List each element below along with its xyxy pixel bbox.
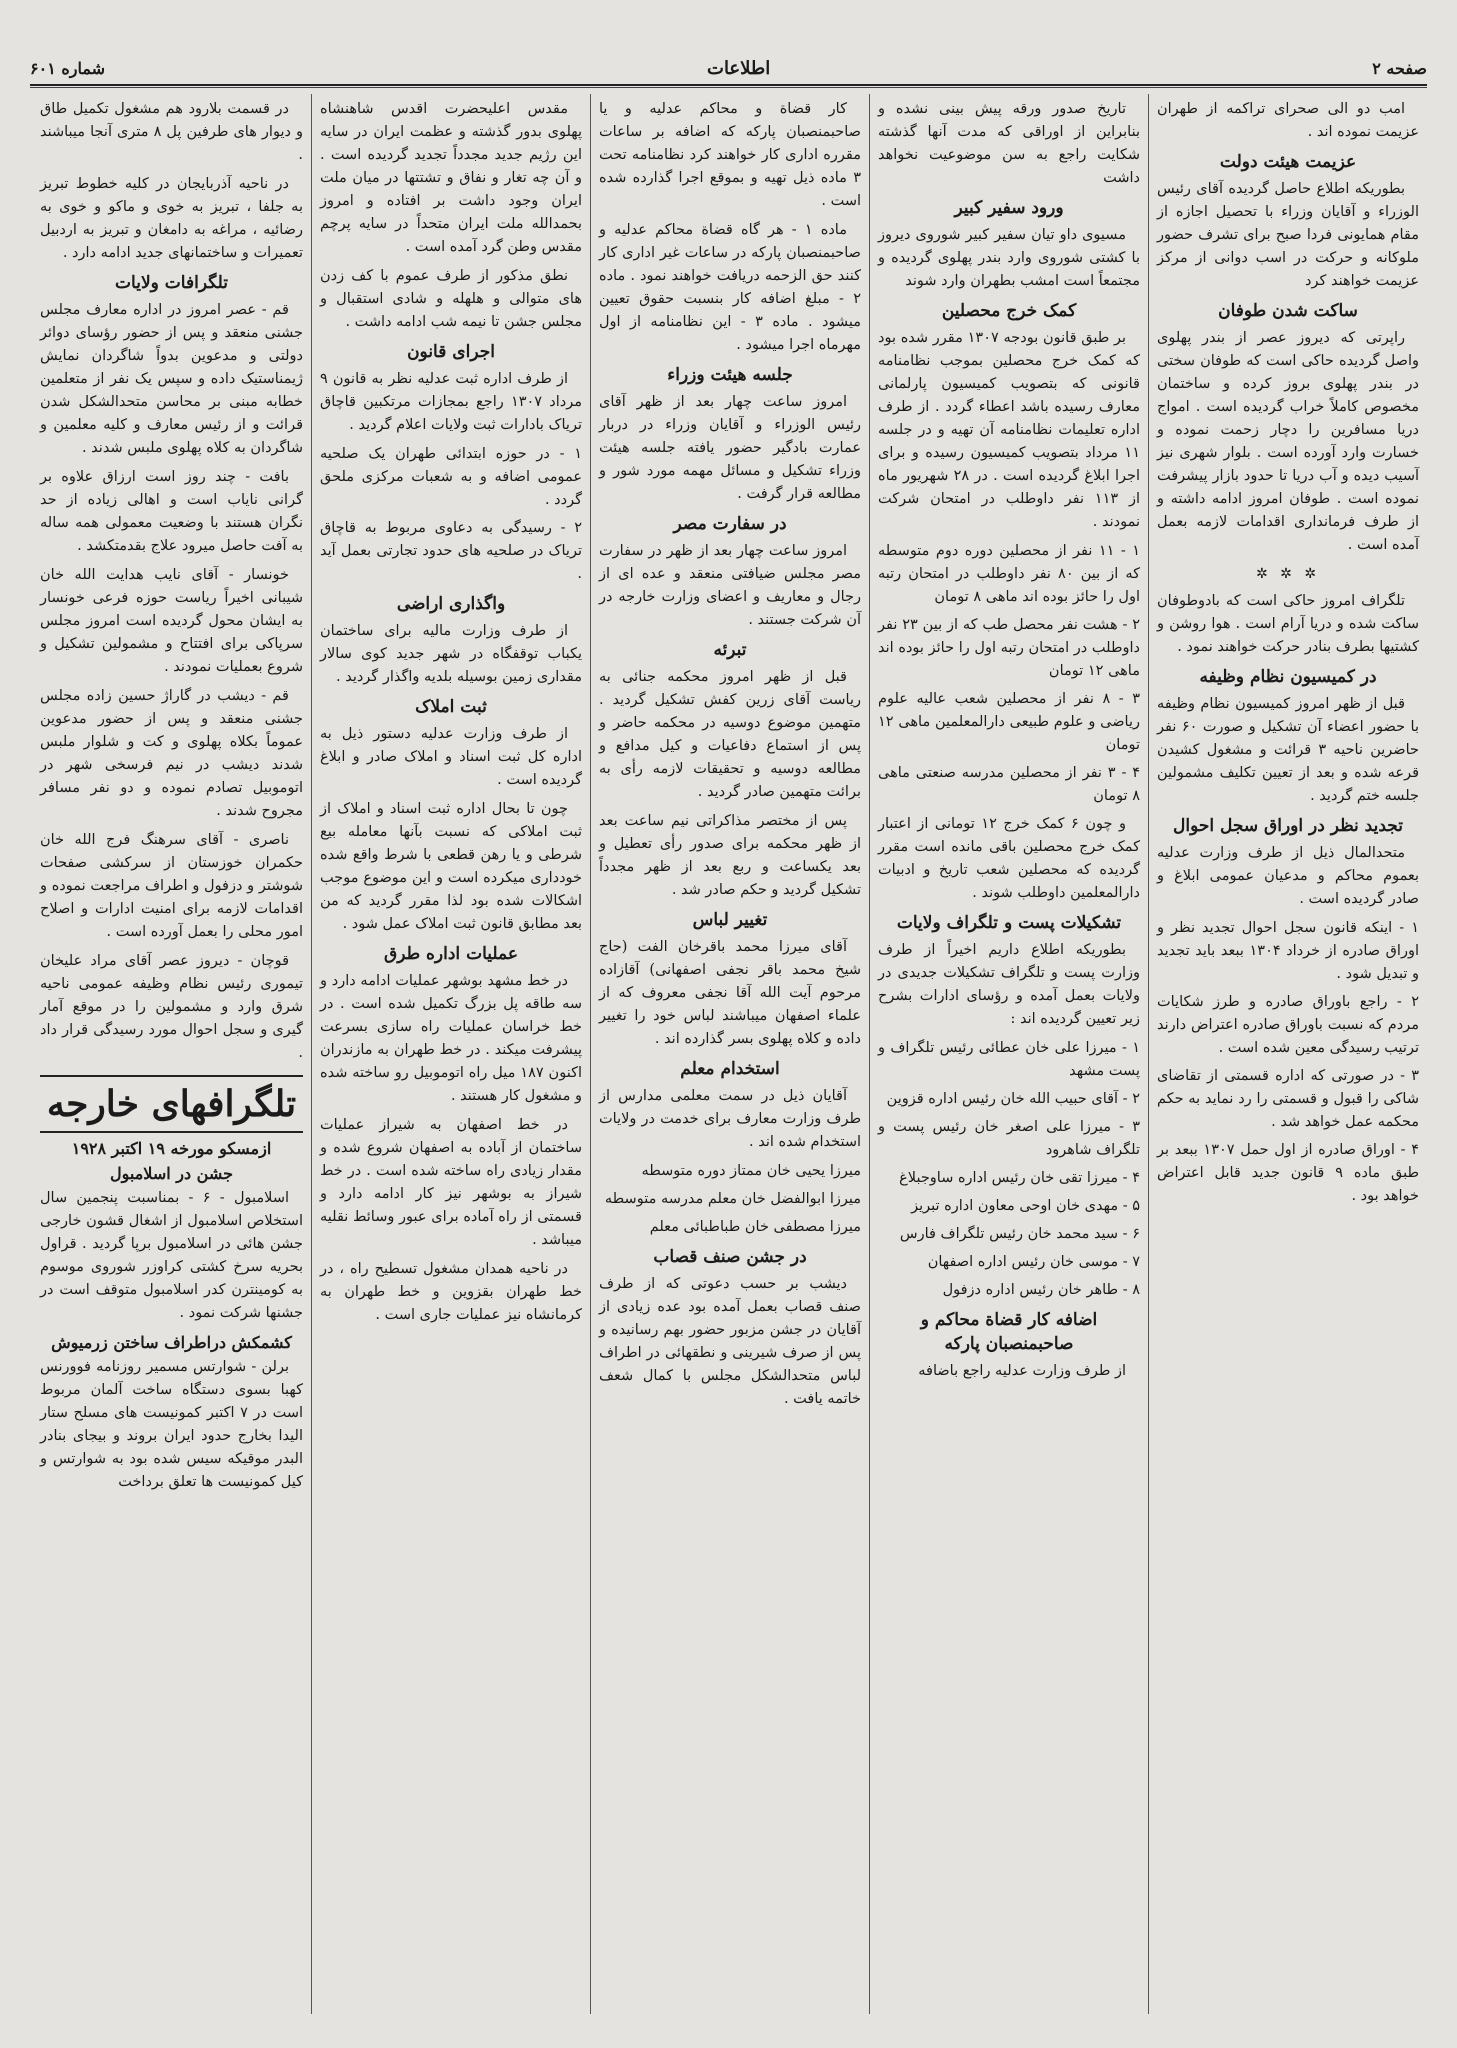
list-item: ۲ - هشت نفر محصل طب که از بین ۲۳ نفر داوطلب در امتحان رتبه اول را حائز بوده اند ماهی ۱۲ تومان	[878, 617, 1140, 679]
headline: اضافه کار قضاة محاکم و صاحبمنصبان پارکه	[920, 1310, 1098, 1354]
headline: در جشن صنف قصاب	[653, 1247, 807, 1267]
article-text: امروز ساعت چهار بعد از ظهر در سفارت مصر مجلس ضیافتی منعقد و عده ای از رجال و معاریف و اعضای وزارت خارجه در آن شرکت جستند .	[599, 543, 861, 628]
headline: کمک خرج محصلین	[941, 301, 1077, 321]
headline: واگذاری اراضی	[396, 594, 506, 614]
article-text: قوچان - دیروز عصر آقای مراد علیخان تیموری رئیس نظام وظیفه عمومی ناحیه شرق وارد و مشمولین را در موقع آمار گیری و سجل احوال مورد رسیدگی قرار داد .	[40, 953, 303, 1061]
headline: در کمیسیون نظام وظیفه	[1199, 667, 1377, 687]
page-number: صفحه ۲	[1372, 58, 1427, 78]
page-columns	[30, 94, 1427, 2014]
article-text: چون تا بحال اداره ثبت اسناد و املاک از ثبت املاکی که نسبت بآنها معامله بیع شرطی و یا رهن قطعی با شرط واقع شده خودداری میکرده است و این موضوع موجب اشکالات شده بود لذا مقرر گردید که من بعد مطابق قانون ثبت املاک عمل شود .	[320, 801, 582, 932]
article-text: نطق مذکور از طرف عموم با کف زدن های متوالی و هلهله و شادی استقبال و مجلس جشن تا نیمه شب ادامه داشت .	[320, 268, 582, 330]
headline: تلگرافات ولایات	[115, 273, 228, 293]
headline: ورود سفیر کبیر	[954, 198, 1064, 218]
column-2	[869, 94, 1148, 2014]
article-text: از طرف وزارت مالیه برای ساختمان یکباب توقفگاه در شهر جدید کوی سالار مقداری زمین بوسیله بلدیه واگذار گردید .	[320, 623, 582, 685]
article-text: امب دو الی صحرای تراکمه از طهران عزیمت نموده اند .	[1157, 101, 1419, 140]
list-item: ۴ - ۳ نفر از محصلین مدرسه صنعتی ماهی ۸ تومان	[878, 765, 1140, 804]
list-item: ۲ - راجع باوراق صادره و طرز شکایات مردم که نسبت باوراق صادره اعتراض دارند ترتیب رسیدگی معین شده است .	[1157, 994, 1419, 1056]
headline: ساکت شدن طوفان	[1218, 301, 1358, 321]
list-item: ۳ - در صورتی که اداره قسمتی از تقاضای شاکی را قبول و قسمتی را رد نماید به حکم محکمه عمل خواهد شد .	[1157, 1068, 1419, 1130]
headline: استخدام معلم	[680, 1059, 780, 1079]
article-text: در خط اصفهان به شیراز عملیات ساختمان از آباده به اصفهان شروع شده و مقدار زیادی راه ساخته شده است . در خط شیراز به بوشهر نیز کار ادامه دارد و قسمتی از راه آماده برای عبور وسائط نقلیه میباشد .	[320, 1117, 582, 1248]
article-text: امروز ساعت چهار بعد از ظهر آقای رئیس الوزراء و آقایان وزراء در دربار عمارت بادگیر حضور یافته جلسه هیئت وزراء تشکیل و مسائل مهمه مورد شور و مطالعه قرار گرفت .	[599, 394, 861, 502]
masthead-rule-thin	[30, 87, 1427, 88]
list-item: میرزا یحیی خان ممتاز دوره متوسطه	[641, 1163, 861, 1179]
headline: تغییر لباس	[692, 910, 768, 930]
column-1	[1148, 94, 1427, 2014]
article-text: از طرف وزارت عدلیه دستور ذیل به اداره کل ثبت اسناد و املاک صادر و ابلاغ گردیده است .	[320, 726, 582, 788]
list-item: ۳ - ۸ نفر از محصلین شعب عالیه علوم ریاضی و علوم طبیعی دارالمعلمین ماهی ۱۲ تومان	[878, 691, 1140, 753]
article-text: آقایان ذیل در سمت معلمی مدارس از طرف وزارت معارف برای خدمت در ولایات استخدام شده اند .	[599, 1088, 861, 1150]
headline: در سفارت مصر	[673, 514, 787, 534]
headline: عملیات اداره طرق	[384, 944, 518, 964]
section-divider: ✲ ✲ ✲	[1255, 566, 1321, 582]
list-item: ۷ - موسی خان رئیس اداره اصفهان	[927, 1254, 1140, 1270]
list-item: ۱ - اینکه قانون سجل احوال تجدید نظر و اوراق صادره از خرداد ۱۳۰۴ ببعد باید تجدید و تبدیل شود .	[1157, 920, 1419, 982]
list-item: ۱ - در حوزه ابتدائی طهران یک صلحیه عمومی اضافه و به شعبات مرکزی ملحق گردد .	[320, 446, 582, 508]
article-text: در ناحیه همدان مشغول تسطیح راه ، در خط طهران بقزوین و خط طهران به کرمانشاه نیز عملیات جاری است .	[320, 1261, 582, 1323]
headline: ثبت املاک	[415, 697, 487, 717]
article-text: ماده ۱ - هر گاه قضاة محاکم عدلیه و صاحبمنصبان پارکه در ساعات غیر اداری کار کنند حق الزحمه دریافت خواهند نمود . ماده ۲ - مبلغ اضافه کار بنسبت حقوق تعیین میشود . ماده ۳ - این نظامنامه از اول مهرماه اجرا میشود .	[599, 222, 862, 353]
article-text: و چون ۶ کمک خرج ۱۲ تومانی از اعتبار کمک خرج محصلین باقی مانده است مقرر گردیده که محصلین شعب تاریخ و ادبیات دارالمعلمین داوطلب شوند .	[878, 816, 1140, 901]
list-item: میرزا مصطفی خان طباطبائی معلم	[649, 1219, 861, 1235]
article-text: برلن - شوارتس مسمیر روزنامه فوورنس کهبا بسوی دستگاه ساخت آلمان مربوط است در ۷ اکتبر کمونیست های مسلح ستار الیدا بخارج حدود ایران بروند و بیجای بنادر البدر موقیکه سیس شده بود به شوارتس و کیل کمونیست ها تعلق برداخت	[40, 1359, 304, 1490]
article-text: از طرف وزارت عدلیه راجع باضافه	[918, 1363, 1126, 1379]
newspaper-name: اطلاعات	[707, 57, 771, 79]
article-text: در ناحیه آذربایجان در کلیه خطوط تبریز به جلفا ، تبریز به خوی و ماکو و خوی به رضائیه ، مراغه به دامغان و تبریز به اردبیل تعمیرات و ساختمانهای جدید ادامه دارد .	[40, 176, 303, 261]
article-text: در خط مشهد بوشهر عملیات ادامه دارد و سه طاقه پل بزرگ تکمیل شده است . در خط خراسان عملیات راه سازی بسرعت پیشرفت میکند . در خط طهران به مازندران اکنون ۱۸۷ میل راه اتوموبیل رو ساخته شده و مشغول کار هستند .	[320, 973, 582, 1104]
article-text: بطوریکه اطلاع حاصل گردیده آقای رئیس الوزراء و آقایان وزراء با تحصیل اجازه از مقام همایونی فردا صبح برای تشرف حضور ملوکانه و حرکت در اسب دوانی از مرکز عزیمت خواهند کرد	[1157, 181, 1419, 289]
column-4	[311, 94, 590, 2014]
list-item: ۵ - مهدی خان اوحی معاون اداره تبریز	[911, 1198, 1140, 1214]
masthead	[30, 54, 1427, 82]
article-text: قم - عصر امروز در اداره معارف مجلس جشنی منعقد و پس از حضور رؤسای دوائر دولتی و مدعوین بدواً شاگردان نمایش ژیمناستیک داده و سپس یک نفر از متعلمین خطابه مبنی بر محاسن متحدالشکل شدن قرائت و از رئیس معارف و کلیه معلمین و شاگردان به کلاه پهلوی ملبس شدند .	[40, 302, 303, 456]
headline: جلسه هیئت وزراء	[667, 365, 793, 385]
article-text: در قسمت بلارود هم مشغول تکمیل طاق و دیوار های طرفین پل ۸ متری آنجا میباشند .	[40, 101, 303, 163]
headline: جشن در اسلامبول	[109, 1164, 234, 1183]
article-text: قم - دیشب در گاراژ حسین زاده مجلس جشنی منعقد و پس از حضور مدعوین عموماً بکلاه پهلوی و کت و شلوار ملبس شدند دیشب در نیم فرسخی شهر در اتوموبیل تصادم نموده و دو نفر مسافر مجروح شدند .	[40, 688, 303, 819]
article-text: مقدس اعلیحضرت اقدس شاهنشاه پهلوی بدور گذشته و عظمت ایران در سایه این رژیم جدید مجدداً تجدید گردیده است . و آن چه تغار و نفاق و تشتتها در میان ملت ایران وجود داشت بر افتاده و امروز بحمدالله ملت ایران متحداً در سایه پرچم مقدس وطن گرد آمده است .	[320, 101, 582, 255]
list-item: ۸ - طاهر خان رئیس اداره دزفول	[942, 1282, 1140, 1298]
dateline: ازمسکو مورخه ۱۹ اکتبر ۱۹۲۸	[71, 1139, 272, 1158]
article-text: متحدالمال ذیل از طرف وزارت عدلیه بعموم محاکم و مدعیان عمومی ابلاغ و صادر گردیده است .	[1157, 845, 1419, 907]
column-3	[590, 94, 869, 2014]
article-text: تلگراف امروز حاکی است که بادوطوفان ساکت شده و دریا آرام است . هوا روشن و کشتیها بطرف بنادر حرکت خواهند نمود .	[1157, 593, 1419, 655]
headline: تجدید نظر در اوراق سجل احوال	[1173, 816, 1403, 836]
article-text: بطوریکه اطلاع داریم اخیراً از طرف وزارت پست و تلگراف تشکیلات جدیدی در ولایات بعمل آمده و رؤسای ادارات بشرح زیر تعیین گردیده اند :	[878, 942, 1140, 1027]
list-item: ۳ - میرزا علی اصغر خان رئیس پست و تلگراف شاهرود	[878, 1119, 1140, 1158]
article-text: کار قضاة و محاکم عدلیه و یا صاحبمنصبان پارکه که اضافه بر ساعات مقرره اداری کار خواهند کرد نظامنامه تحت ۳ ماده ذیل تهیه و بموقع اجرا گذارده شده است .	[599, 101, 861, 209]
article-text: اسلامبول - ۶ - بمناسبت پنجمین سال استخلاص اسلامبول از اشغال قشون خارجی جشن هائی در اسلامبول برپا گردید . قراول بحریه سرخ کشتی کراوزر شوروی موسوم به کومینترن کدر اسلامبول متوقف است در جشنها شرکت نمود .	[40, 1190, 303, 1321]
article-text: راپرتی که دیروز عصر از بندر پهلوی واصل گردیده حاکی است که طوفان سختی در بندر پهلوی بروز کرده و ساختمان مخصوص کاملاً خراب گردیده است . امواج دریا مسافرین را دچار زحمت نموده و خسارت وارد آورده است . بلوار شهری نیز آسیب دیده و آب دریا تا حدود بازار پیشرفت نموده است . طوفان امروز ادامه داشته و از طرف فرمانداری اقدامات لازمه بعمل آمده است .	[1157, 330, 1419, 553]
article-text: بافت - چند روز است ارزاق علاوه بر گرانی نایاب است و اهالی زیاده از حد نگران هستند با وضعیت معمولی همه ساله به آفت حاصل میرود علاج بقدمتکشد .	[40, 469, 303, 554]
article-text: ناصری - آقای سرهنگ فرج الله خان حکمران خوزستان از سرکشی صفحات شوشتر و دزفول و اطراف مراجعت نموده و اقدامات لازمه برای امنیت ادارات و اصلاح امور محلی را بعمل آورده است .	[40, 832, 303, 940]
article-text: قبل از ظهر امروز محکمه جنائی به ریاست آقای زرین کفش تشکیل گردید . متهمین موضوع دوسیه در محکمه حاضر و پس از استماع دفاعیات و کیل مدافع و مطالعه دوسیه و تحقیقات لازمه رأی به برائت متهمین صادر گردید .	[599, 669, 861, 800]
headline: تشکیلات پست و تلگراف ولایات	[896, 913, 1122, 933]
headline: اجرای قانون	[407, 342, 495, 362]
article-text: پس از مختصر مذاکراتی نیم ساعت بعد از ظهر محکمه برای صدور رأی تعطیل و بعد یکساعت و ربع بعد از ظهر مجدداً تشکیل گردید و حکم صادر شد .	[599, 813, 861, 898]
article-text: آقای میرزا محمد باقرخان الفت (حاج شیخ محمد باقر نجفی اصفهانی) آقازاده مرحوم آیت الله آقا نجفی معروف که از علماء اصفهان میباشند لباس خود را تغییر داده و کلاه پهلوی بسر گذارده اند .	[599, 939, 861, 1047]
foreign-telegrams-banner: تلگرافهای خارجه	[40, 1075, 303, 1133]
article-text: قبل از ظهر امروز کمیسیون نظام وظیفه با حضور اعضاء آن تشکیل و صورت ۶۰ نفر حاضرین ناحیه ۳ قرائت و مشغول کشیدن قرعه شده و بعد از تعیین تکلیف مشمولین جلسه ختم گردید .	[1157, 696, 1419, 804]
column-5	[32, 94, 311, 2014]
list-item: ۴ - اوراق صادره از اول حمل ۱۳۰۷ ببعد بر طبق ماده ۹ قانون جدید قابل اعتراض خواهد بود .	[1157, 1142, 1420, 1204]
article-text: بر طبق قانون بودجه ۱۳۰۷ مقرر شده بود که کمک خرج محصلین بموجب نظامنامه قانونی که بتصویب کمیسیون پارلمانی معارف رسیده باشد اعطاء گردد . از طرف اداره تعلیمات نظامنامه آن تهیه و در جلسه ۱۱ مرداد بتصویب کمیسیون رسیده و برای اجرا ابلاغ گردیده است . در ۲۸ شهریور ماه از ۱۱۳ نفر داوطلب در امتحان شرکت نمودند .	[878, 330, 1141, 530]
masthead-rule	[30, 84, 1427, 86]
article-text: دیشب بر حسب دعوتی که از طرف صنف قصاب بعمل آمده بود عده زیادی از آقایان در جشن مزبور حضور بهم رسانیده و پس از صرف شیرینی و نطقهائی در اطراف لباس متحدالشکل مجلس با کمال شعف خاتمه یافت .	[599, 1276, 861, 1407]
list-item: میرزا ابوالفضل خان معلم مدرسه متوسطه	[604, 1191, 861, 1207]
article-text: خونسار - آقای نایب هدایت الله خان شیبانی اخیراً ریاست حوزه فرعی خونسار به ایشان محول گردیده است امروز مجلس سرپاکی برای افتتاح و مشمولین تشکیل و شروع بعملیات نمودند .	[40, 567, 303, 675]
list-item: ۶ - سید محمد خان رئیس تلگراف فارس	[899, 1226, 1140, 1242]
list-item: ۴ - میرزا تقی خان رئیس اداره ساوجبلاغ	[899, 1170, 1140, 1186]
headline: کشمکش دراطراف ساختن زرمیوش	[51, 1333, 292, 1352]
headline: تبرئه	[713, 640, 747, 660]
article-text: از طرف اداره ثبت عدلیه نظر به قانون ۹ مرداد ۱۳۰۷ راجع بمجازات مرتکبین قاچاق تریاک بادارات ثبت ولایات اعلام گردید .	[320, 371, 582, 433]
article-text: مسیوی داو تیان سفیر کبیر شوروی دیروز با کشتی شوروی وارد بندر پهلوی گردیده و مجتمعاً است امشب بطهران وارد شوند	[878, 227, 1140, 289]
headline: عزیمت هیئت دولت	[1219, 152, 1357, 172]
list-item: ۲ - آقای حبیب الله خان رئیس اداره قزوین	[886, 1091, 1140, 1107]
issue-number: شماره ۶۰۱	[30, 58, 105, 78]
list-item: ۱ - میرزا علی خان عطائی رئیس تلگراف و پست مشهد	[878, 1040, 1140, 1079]
list-item: ۲ - رسیدگی به دعاوی مربوط به قاچاق تریاک در صلحیه های حدود تجارتی بعمل آید .	[320, 520, 582, 582]
article-text: تاریخ صدور ورقه پیش بینی نشده و بنابراین از اوراقی که مدت آنها گذشته شکایت راجع به سن موضوعیت نخواهد داشت	[878, 101, 1140, 186]
list-item: ۱ - ۱۱ نفر از محصلین دوره دوم متوسطه که از بین ۸۰ نفر داوطلب در امتحان رتبه اول را حائز بوده اند ماهی ۸ تومان	[878, 543, 1140, 605]
